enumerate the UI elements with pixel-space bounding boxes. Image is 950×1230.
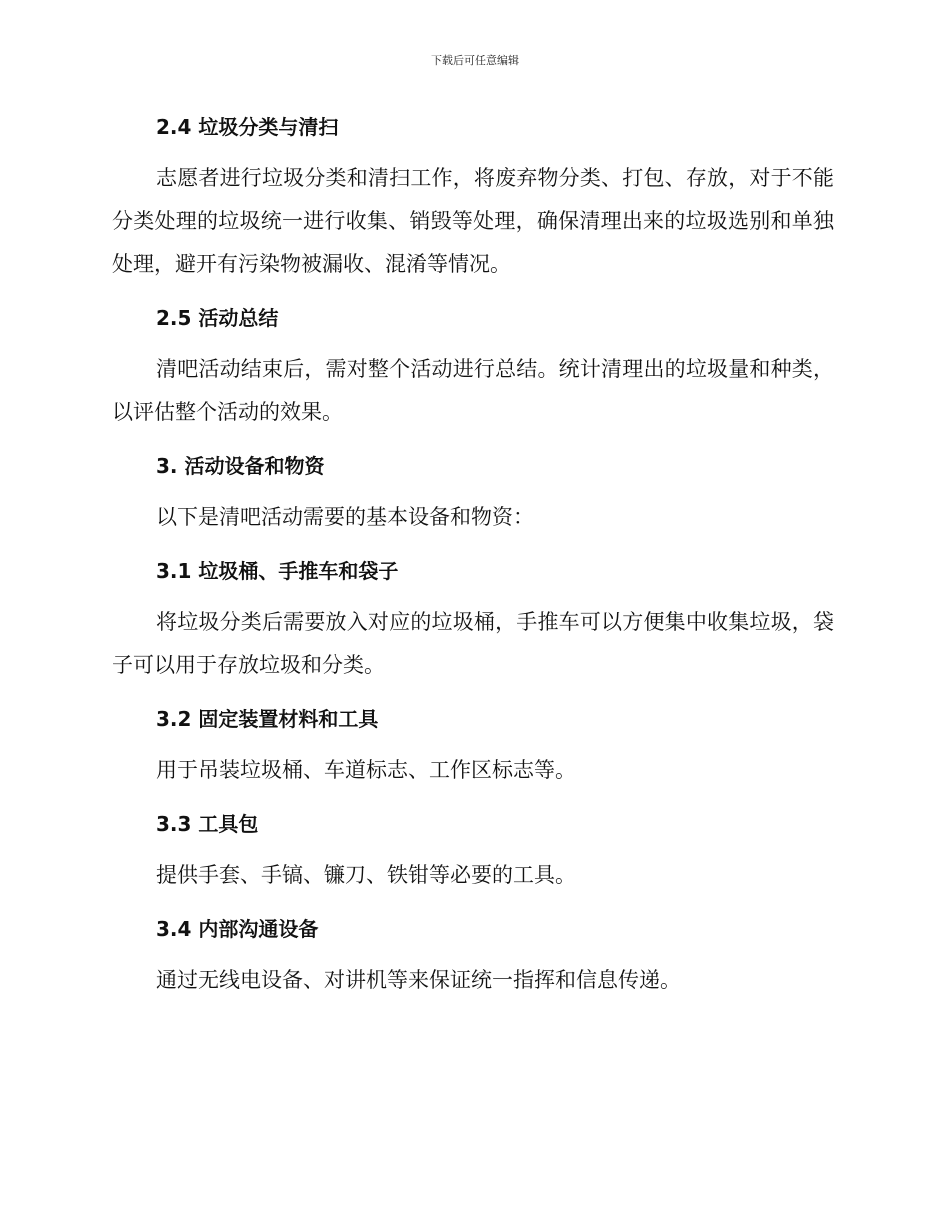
section-paragraph-2-5: 清吧活动结束后，需对整个活动进行总结。统计清理出的垃圾量和种类，以评估整个活动的效果。 (112, 357, 834, 424)
section-heading-3-4: 3.4 内部沟通设备 (156, 917, 319, 941)
section-heading-3-2: 3.2 固定装置材料和工具 (156, 707, 379, 731)
section-paragraph-3-2: 用于吊装垃圾桶、车道标志、工作区标志等。 (156, 758, 576, 782)
page-header-note: 下载后可任意编辑 (431, 54, 519, 67)
section-heading-3-3: 3.3 工具包 (156, 812, 259, 836)
section-paragraph-2-4: 志愿者进行垃圾分类和清扫工作，将废弃物分类、打包、存放，对于不能分类处理的垃圾统一进行收集、销毁等处理，确保清理出来的垃圾选别和单独处理，避开有污染物被漏收、混淆等情况。 (112, 166, 834, 276)
section-heading-3: 3. 活动设备和物资 (156, 454, 325, 478)
section-paragraph-3: 以下是清吧活动需要的基本设备和物资： (156, 505, 534, 529)
section-heading-2-4: 2.4 垃圾分类与清扫 (156, 115, 339, 139)
section-heading-3-1: 3.1 垃圾桶、手推车和袋子 (156, 559, 399, 583)
section-paragraph-3-4: 通过无线电设备、对讲机等来保证统一指挥和信息传递。 (156, 968, 681, 992)
section-paragraph-3-3: 提供手套、手镐、镰刀、铁钳等必要的工具。 (156, 863, 576, 887)
section-paragraph-3-1: 将垃圾分类后需要放入对应的垃圾桶，手推车可以方便集中收集垃圾，袋子可以用于存放垃圾和分类。 (112, 610, 834, 677)
document-body (112, 108, 834, 1002)
section-heading-2-5: 2.5 活动总结 (156, 306, 279, 330)
